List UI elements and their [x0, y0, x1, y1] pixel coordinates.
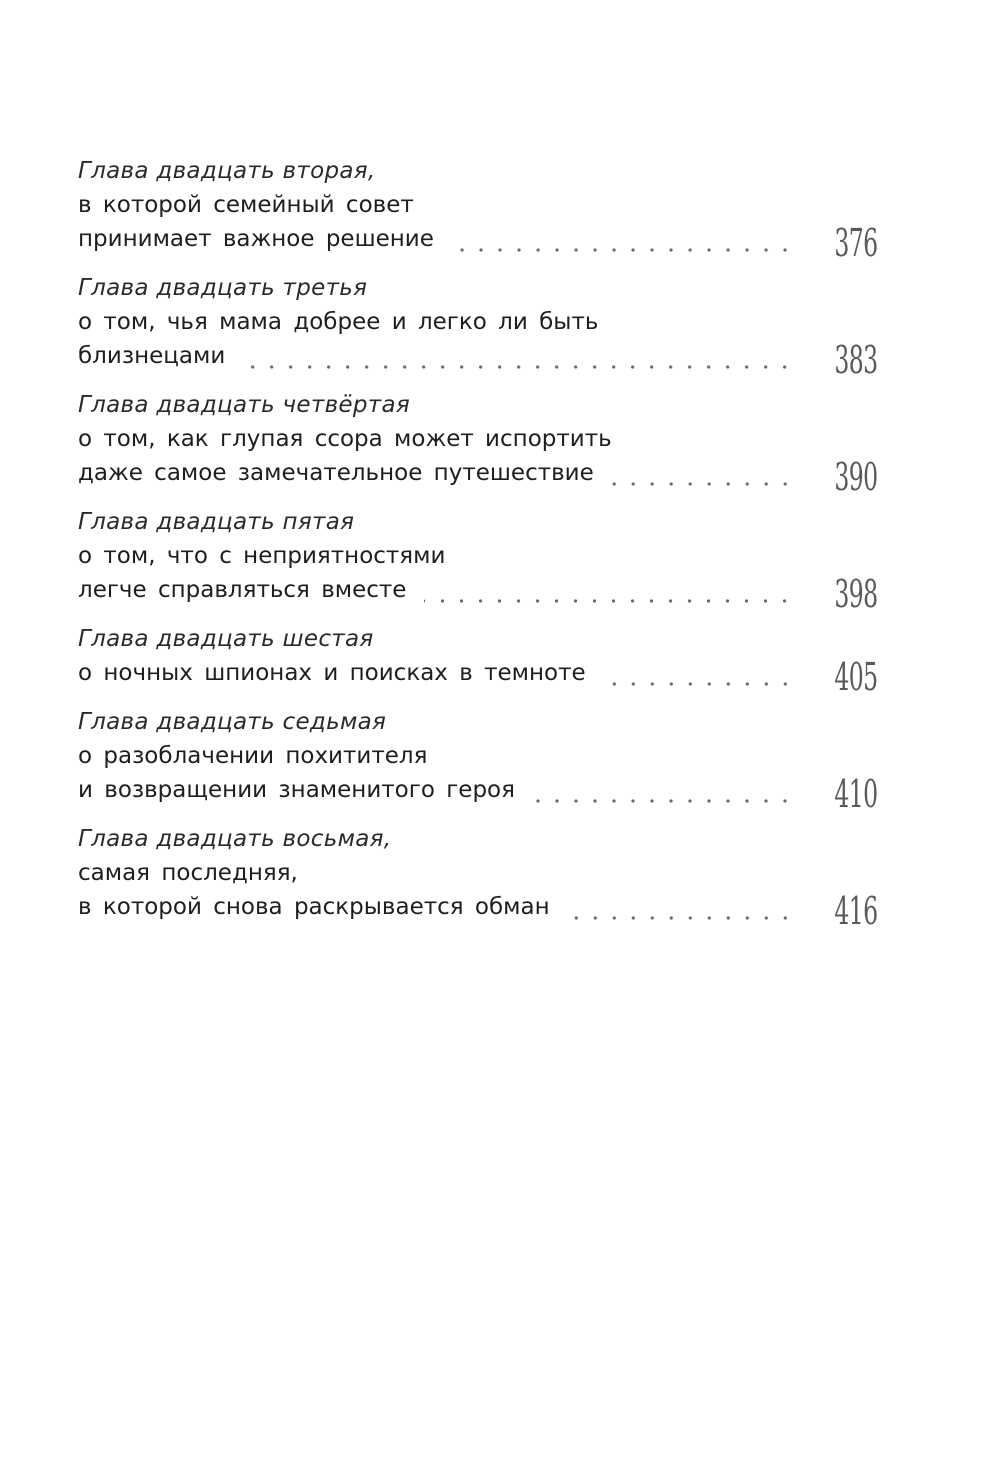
chapter-subtitle-line: и возвращении знаменитого героя — [78, 777, 515, 803]
chapter-heading: Глава двадцать восьмая, — [78, 826, 392, 852]
toc-entry — [78, 271, 878, 382]
chapter-subtitle-line: в которой семейный совет — [78, 192, 414, 218]
chapter-heading: Глава двадцать пятая — [78, 509, 355, 535]
chapter-subtitle-line: о том, чья мама добрее и легко ли быть — [78, 309, 599, 335]
chapter-subtitle-line: о ночных шпионах и поисках в темноте — [78, 660, 586, 686]
chapter-heading: Глава двадцать седьмая — [78, 709, 387, 735]
dot-leader — [612, 456, 795, 490]
page-number: 398 — [834, 572, 878, 616]
dot-leader — [533, 773, 795, 807]
chapter-last-line — [78, 221, 878, 265]
chapter-subtitle-line: близнецами — [78, 343, 226, 369]
chapter-subtitle-line: даже самое замечательное путешествие — [78, 460, 594, 486]
dot-leader — [568, 890, 795, 924]
chapter-last-line — [78, 772, 878, 816]
toc-entry — [78, 705, 878, 816]
chapter-last-line — [78, 572, 878, 616]
chapter-last-line — [78, 338, 878, 382]
page-number: 405 — [834, 655, 878, 699]
dot-leader — [604, 656, 795, 690]
dot-leader — [243, 339, 794, 373]
chapter-subtitle-line: принимает важное решение — [78, 226, 434, 252]
page-number: 376 — [834, 221, 878, 265]
chapter-heading: Глава двадцать шестая — [78, 626, 374, 652]
chapter-subtitle-line: легче справляться вместе — [78, 577, 407, 603]
chapter-last-line — [78, 889, 878, 933]
page-number: 390 — [834, 455, 878, 499]
page-number: 383 — [834, 338, 878, 382]
toc-entry — [78, 822, 878, 933]
toc-entry — [78, 154, 878, 265]
chapter-subtitle-line: в которой снова раскрывается обман — [78, 894, 550, 920]
chapter-last-line — [78, 655, 878, 699]
table-of-contents — [78, 154, 878, 939]
chapter-subtitle-line: о разоблачении похитителя — [78, 743, 428, 769]
chapter-subtitle-line: о том, что с неприятностями — [78, 543, 446, 569]
toc-entry — [78, 622, 878, 699]
chapter-subtitle-line: о том, как глупая ссора может испортить — [78, 426, 612, 452]
chapter-heading: Глава двадцать третья — [78, 275, 368, 301]
page-number: 410 — [834, 772, 878, 816]
chapter-heading: Глава двадцать четвёртая — [78, 392, 411, 418]
chapter-heading: Глава двадцать вторая, — [78, 158, 376, 184]
toc-entry — [78, 505, 878, 616]
dot-leader — [424, 573, 794, 607]
chapter-last-line — [78, 455, 878, 499]
chapter-subtitle-line: самая последняя, — [78, 860, 298, 886]
dot-leader — [452, 222, 795, 256]
toc-entry — [78, 388, 878, 499]
page-number: 416 — [834, 889, 878, 933]
